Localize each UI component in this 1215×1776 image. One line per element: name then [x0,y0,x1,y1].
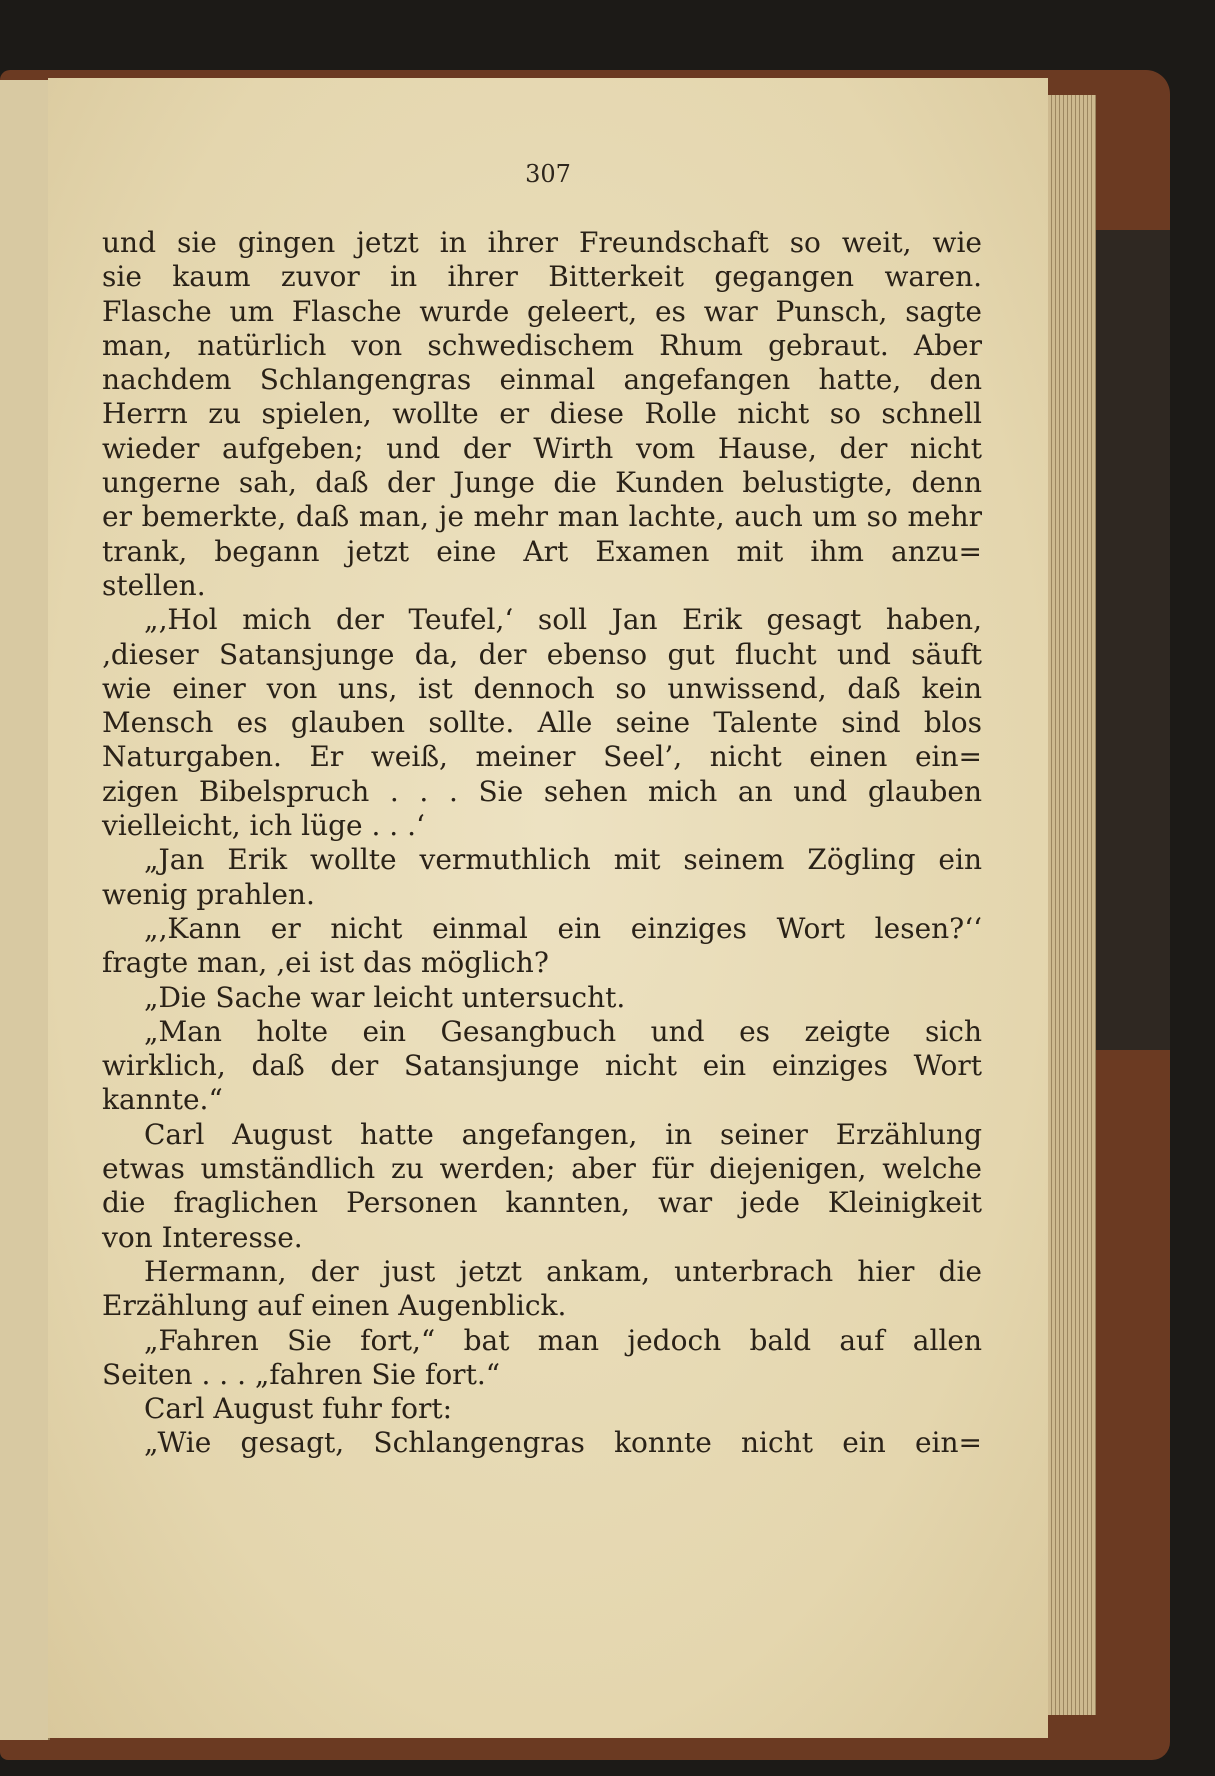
book-page [48,78,1048,1738]
text-line: man, natürlich von schwedischem Rhum gebraut. Aber [102,328,982,362]
text-line: von Interesse. [102,1220,303,1254]
page-number: 307 [525,160,571,188]
facing-page-edge [0,80,50,1740]
text-line: ungerne sah, daß der Junge die Kunden belustigte, denn [102,466,982,500]
text-line: „‚Hol mich der Teufel,‘ soll Jan Erik gesagt haben, [144,603,982,637]
text-line: zigen Bibelspruch . . . Sie sehen mich an und glauben [102,774,982,808]
page-text [102,226,982,1461]
text-line: Carl August hatte angefangen, in seiner Erzählung [144,1117,982,1151]
text-line: vielleicht, ich lüge . . .‘ [102,809,425,843]
text-line: „Jan Erik wollte vermuthlich mit seinem Zögling ein [144,843,982,877]
text-line: wie einer von uns, ist dennoch so unwissend, daß kein [102,671,982,705]
text-line: Naturgaben. Er weiß, meiner Seel’, nicht einen ein= [102,740,982,774]
text-line: „Fahren Sie fort,“ bat man jedoch bald auf allen [144,1323,982,1357]
text-line: „‚Kann er nicht einmal ein einziges Wort lesen?‘‘ [144,911,982,945]
text-line: fragte man, ‚ei ist das möglich? [102,946,549,980]
text-line: Hermann, der just jetzt ankam, unterbrach hier die [144,1254,982,1288]
text-line: stellen. [102,568,206,602]
text-line: wieder aufgeben; und der Wirth vom Hause, der nicht [102,431,982,465]
text-line: „Man holte ein Gesangbuch und es zeigte sich [144,1014,982,1048]
text-line: Mensch es glauben sollte. Alle seine Talente sind blos [102,706,982,740]
text-line: Erzählung auf einen Augenblick. [102,1289,567,1323]
text-line: „Wie gesagt, Schlangengras konnte nicht ein ein= [144,1426,982,1460]
text-line: „Die Sache war leicht untersucht. [144,980,626,1014]
text-line: und sie gingen jetzt in ihrer Freundschaft so weit, wie [102,226,982,259]
text-line: Carl August fuhr fort: [144,1392,453,1426]
text-line: etwas umständlich zu werden; aber für diejenigen, welche [102,1152,982,1186]
text-line: Seiten . . . „fahren Sie fort.“ [102,1357,501,1391]
text-line: wenig prahlen. [102,877,315,911]
text-line: sie kaum zuvor in ihrer Bitterkeit gegangen waren. [102,260,982,294]
text-line: Herrn zu spielen, wollte er diese Rolle nicht so schnell [102,397,982,431]
text-line: die fraglichen Personen kannten, war jede Kleinigkeit [102,1186,982,1220]
text-line: wirklich, daß der Satansjunge nicht ein einziges Wort [102,1049,982,1083]
text-line: Flasche um Flasche wurde geleert, es war Punsch, sagte [102,294,982,328]
text-line: trank, begann jetzt eine Art Examen mit ihm anzu= [102,534,982,568]
text-line: nachdem Schlangengras einmal angefangen hatte, den [102,363,982,397]
text-line: er bemerkte, daß man, je mehr man lachte, auch um so mehr [102,500,982,534]
text-line: kannte.“ [102,1083,223,1117]
text-line: ‚dieser Satansjunge da, der ebenso gut flucht und säuft [102,637,982,671]
cover-spine-shadow [1090,230,1170,1050]
page-block-edges [1040,95,1096,1715]
